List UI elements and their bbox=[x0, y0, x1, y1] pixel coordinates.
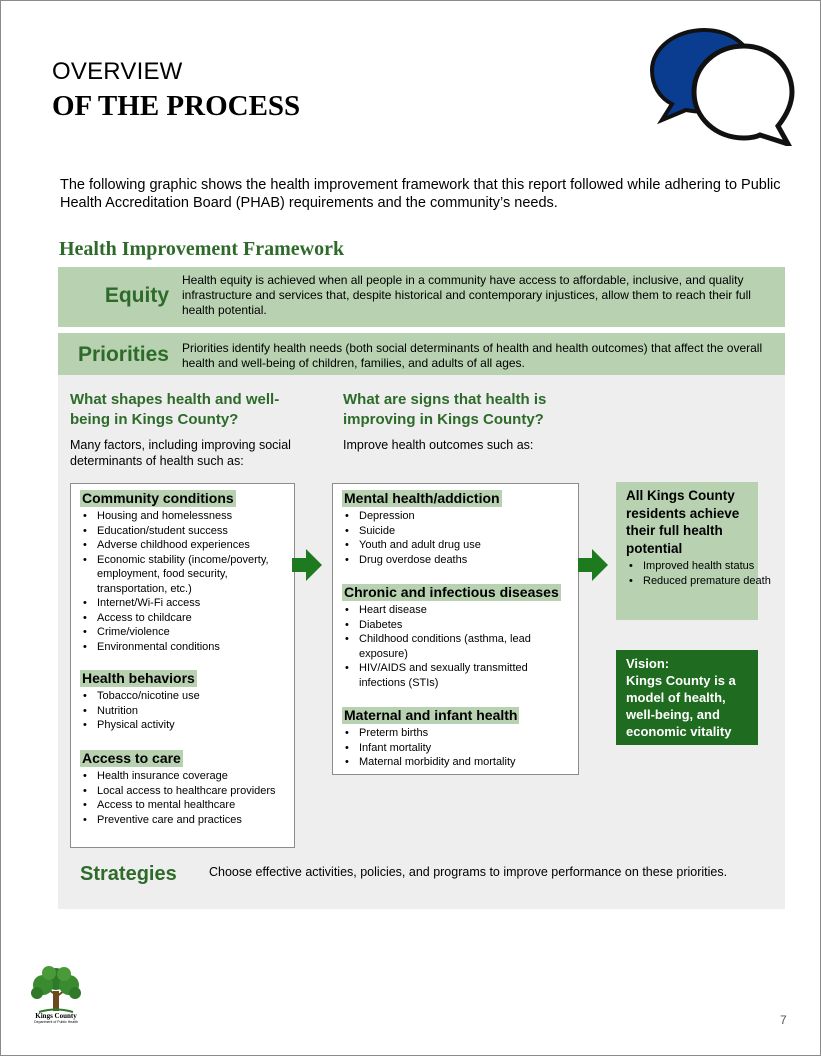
section-title: Access to care bbox=[82, 750, 181, 766]
left-subtext: Many factors, including improving social determinants of health such as: bbox=[70, 438, 291, 468]
logo-subtext: Department of Public Health bbox=[34, 1020, 78, 1024]
list-item: • Housing and homelessness bbox=[97, 509, 292, 524]
page-number: 7 bbox=[780, 1013, 787, 1027]
section-maternal-health bbox=[342, 707, 576, 770]
list-item: • Heart disease bbox=[359, 603, 576, 618]
header-overview: OVERVIEW bbox=[52, 58, 183, 85]
list-item: • Childhood conditions (asthma, lead exposure) bbox=[359, 632, 576, 661]
equity-label: Equity bbox=[104, 284, 169, 307]
tree-icon bbox=[27, 965, 85, 1015]
list-item: • Suicide bbox=[359, 524, 576, 539]
list-item: • Environmental conditions bbox=[97, 640, 292, 655]
strategies-label: Strategies bbox=[80, 863, 177, 885]
section-title: Health behaviors bbox=[82, 670, 195, 686]
section-access-to-care bbox=[80, 750, 292, 827]
list-item: • Education/student success bbox=[97, 524, 292, 539]
strategies-text: Choose effective activities, policies, and programs to improve performance on these priorities. bbox=[209, 865, 728, 879]
section-community-conditions bbox=[80, 490, 292, 654]
outcomes-box bbox=[332, 483, 579, 775]
item-list bbox=[342, 509, 576, 567]
arrow-right-icon bbox=[292, 549, 322, 581]
vision-box bbox=[616, 650, 758, 745]
speech-bubbles-icon bbox=[646, 18, 796, 146]
item-list bbox=[80, 509, 292, 654]
list-item: • Maternal morbidity and mortality bbox=[359, 755, 576, 770]
list-item: • Health insurance coverage bbox=[97, 769, 292, 784]
list-item: • Youth and adult drug use bbox=[359, 538, 576, 553]
section-mental-health bbox=[342, 490, 576, 567]
middle-subtext: Improve health outcomes such as: bbox=[343, 438, 534, 452]
list-item: • Access to childcare bbox=[97, 611, 292, 626]
goal-title: All Kings County residents achieve their full health potential bbox=[626, 488, 740, 556]
list-item: • HIV/AIDS and sexually transmitted infections (STIs) bbox=[359, 661, 576, 690]
arrow-right-icon bbox=[578, 549, 608, 581]
framework-title: Health Improvement Framework bbox=[59, 238, 345, 260]
vision-title: Vision: bbox=[626, 656, 670, 671]
list-item: • Reduced premature death bbox=[643, 574, 771, 589]
left-question: What shapes health and well-being in Kings County? bbox=[70, 391, 280, 428]
list-item: • Internet/Wi-Fi access bbox=[97, 596, 292, 611]
equity-band bbox=[58, 267, 785, 327]
section-chronic-diseases bbox=[342, 584, 576, 690]
priorities-label: Priorities bbox=[77, 343, 169, 366]
section-title: Chronic and infectious diseases bbox=[344, 584, 559, 600]
kings-county-logo bbox=[27, 965, 85, 1027]
intro-paragraph: The following graphic shows the health improvement framework that this report followed while adhering to Public Health Accreditation Board (PHAB) requirements and the community’s needs. bbox=[60, 177, 781, 211]
list-item: • Preventive care and practices bbox=[97, 813, 292, 828]
list-item: • Preterm births bbox=[359, 726, 576, 741]
list-item: • Drug overdose deaths bbox=[359, 553, 576, 568]
item-list bbox=[80, 769, 292, 827]
header-title: OF THE PROCESS bbox=[52, 90, 301, 122]
vision-text: Kings County is a model of health, well-being, and economic vitality bbox=[626, 673, 736, 739]
list-item: • Access to mental healthcare bbox=[97, 798, 292, 813]
list-item: • Diabetes bbox=[359, 618, 576, 633]
item-list bbox=[342, 603, 576, 690]
goal-box bbox=[616, 482, 771, 620]
list-item: • Infant mortality bbox=[359, 741, 576, 756]
list-item: • Economic stability (income/poverty, employment, food security, transportation, etc.) bbox=[97, 553, 292, 597]
list-item: • Local access to healthcare providers bbox=[97, 784, 292, 799]
determinants-box bbox=[70, 483, 295, 848]
list-item: • Crime/violence bbox=[97, 625, 292, 640]
section-title: Mental health/addiction bbox=[344, 490, 500, 506]
middle-question: What are signs that health is improving in Kings County? bbox=[343, 391, 547, 428]
list-item: • Depression bbox=[359, 509, 576, 524]
section-health-behaviors bbox=[80, 670, 292, 733]
section-title: Community conditions bbox=[82, 490, 234, 506]
list-item: • Improved health status bbox=[643, 559, 771, 574]
equity-text: Health equity is achieved when all people in a community have access to affordable, inclusive, and quality infrastructure and services that, despite historical and contemporary injustices, allow them to reach their full health potential. bbox=[182, 273, 751, 317]
item-list bbox=[342, 726, 576, 770]
item-list bbox=[80, 689, 292, 733]
priorities-text: Priorities identify health needs (both social determinants of health and health outcomes) that affect the overall health and well-being of children, families, and adults of all ages. bbox=[182, 341, 763, 370]
list-item: • Tobacco/nicotine use bbox=[97, 689, 292, 704]
section-title: Maternal and infant health bbox=[344, 707, 518, 723]
priorities-band bbox=[58, 333, 785, 375]
goal-list bbox=[626, 559, 771, 588]
list-item: • Nutrition bbox=[97, 704, 292, 719]
logo-text: Kings County bbox=[35, 1012, 77, 1020]
list-item: • Adverse childhood experiences bbox=[97, 538, 292, 553]
list-item: • Physical activity bbox=[97, 718, 292, 733]
